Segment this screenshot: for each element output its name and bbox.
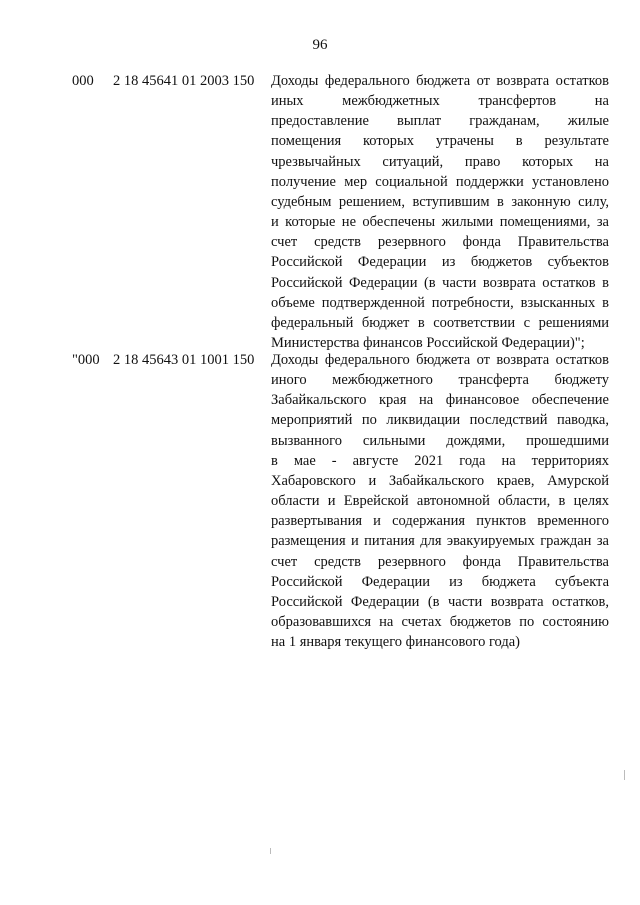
- scan-artifact: [270, 848, 271, 854]
- description-line: федеральный бюджет в соответствии с решениями: [271, 314, 609, 331]
- budget-classification-code: 2 18 45643 01 1001 150: [113, 352, 255, 368]
- description-line: мероприятий по ликвидации последствий паводка,: [271, 412, 609, 429]
- description-line: иного межбюджетного трансферта бюджету: [271, 372, 609, 389]
- description-line: размещения и питания для эвакуируемых граждан за: [271, 533, 609, 550]
- description-line: в мае - августе 2021 года на территориях: [271, 452, 609, 469]
- description-line: получение мер социальной поддержки установлено: [271, 173, 609, 190]
- description-line: Доходы федерального бюджета от возврата остатков: [271, 73, 609, 89]
- description-line: и которые не обеспечены жилыми помещениями, за: [271, 214, 609, 231]
- description-line: счет средств резервного фонда Правительства: [271, 553, 609, 570]
- description-line: помещения которых утрачены в результате: [271, 133, 609, 150]
- description-line: объеме подтвержденной потребности, взысканных в: [271, 294, 609, 311]
- description-line: Забайкальского края на финансовое обеспечение: [271, 392, 609, 409]
- budget-classification-code: 2 18 45641 01 2003 150: [113, 73, 255, 89]
- description-line: иных межбюджетных трансфертов на: [271, 93, 609, 110]
- description-line: Министерства финансов Российской Федерации)";: [271, 335, 585, 352]
- description-line: чрезвычайных ситуаций, право которых на: [271, 153, 609, 170]
- description-line: развертывания и содержания пунктов временного: [271, 513, 609, 530]
- description-line: на 1 января текущего финансового года): [271, 634, 520, 651]
- description-line: области и Еврейской автономной области, в целях: [271, 493, 609, 510]
- description-line: Российской Федерации (в части возврата остатков в: [271, 274, 609, 291]
- description-line: Российской Федерации из бюджета субъекта: [271, 573, 609, 590]
- income-description: [271, 350, 609, 652]
- description-line: предоставление выплат гражданам, жилые: [271, 113, 609, 130]
- description-line: Российской Федерации (в части возврата остатков,: [271, 593, 609, 610]
- description-line: судебным решением, вступившим в законную силу,: [271, 193, 609, 210]
- scan-artifact: [624, 770, 625, 780]
- income-description: [271, 71, 609, 353]
- description-line: счет средств резервного фонда Правительства: [271, 234, 609, 251]
- description-line: образовавшихся на счетах бюджетов по состоянию: [271, 614, 609, 631]
- description-line: вызванного сильными дождями, прошедшими: [271, 432, 609, 449]
- page-number: 96: [312, 37, 328, 53]
- description-line: Хабаровского и Забайкальского краев, Амурской: [271, 472, 609, 489]
- administrator-code: "000: [72, 352, 100, 368]
- description-line: Доходы федерального бюджета от возврата остатков: [271, 352, 609, 368]
- administrator-code: 000: [72, 73, 94, 89]
- description-line: Российской Федерации из бюджетов субъектов: [271, 254, 609, 271]
